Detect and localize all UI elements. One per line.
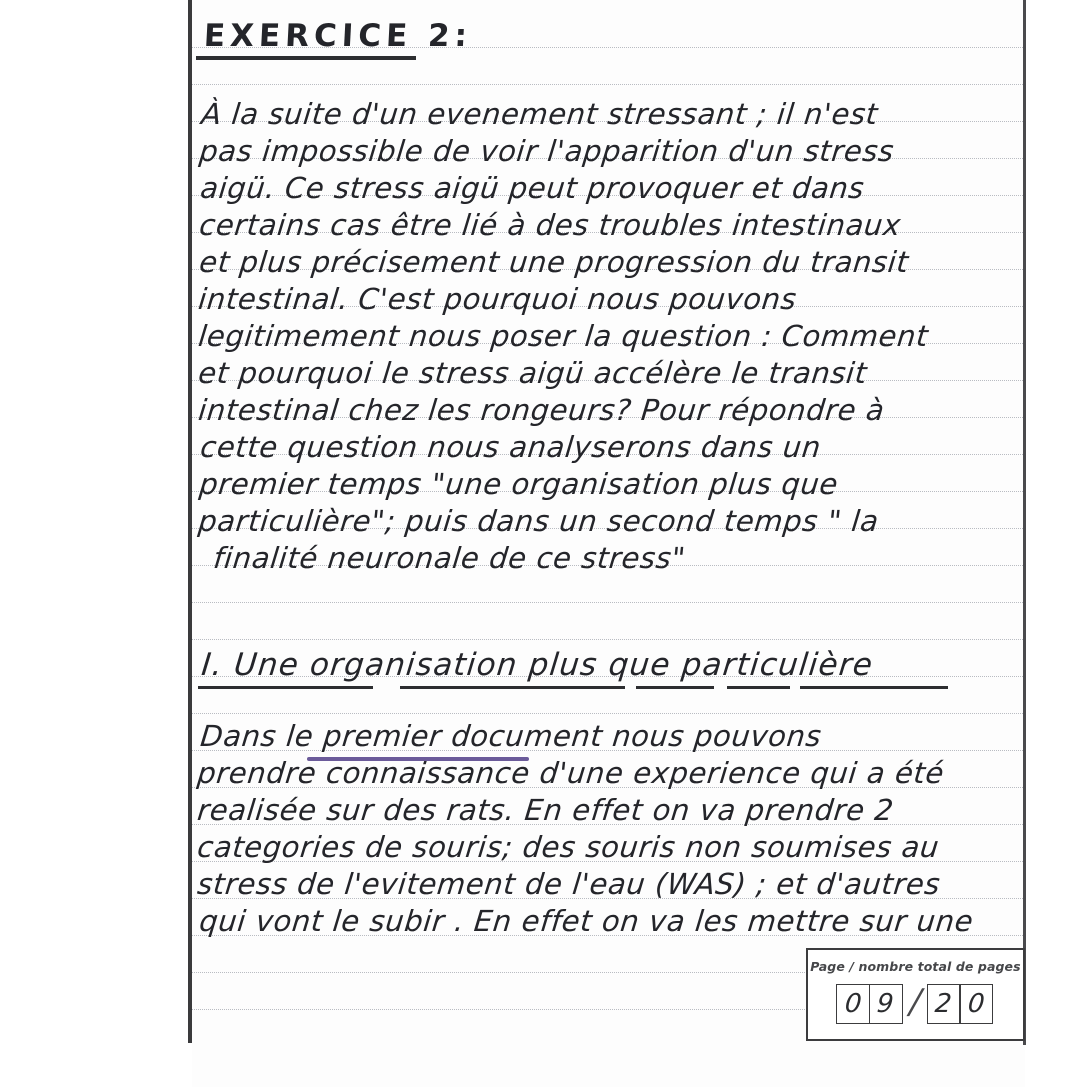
page-number-box: [806, 948, 1025, 1041]
digit-value: 0: [966, 989, 986, 1019]
total-pages-group: [928, 984, 993, 1024]
right-margin-rule: [1023, 0, 1026, 1045]
rule-line: [192, 639, 1025, 640]
section-heading-underline-segment: [636, 686, 714, 689]
handwritten-line: qui vont le subir . En effet on va les mettre sur une: [197, 904, 976, 938]
digit-cell[interactable]: [836, 984, 870, 1024]
handwritten-line: finalité neuronale de ce stress": [211, 541, 688, 575]
section-heading: I. Une organisation plus que particulière: [199, 647, 876, 683]
page-number-label: Page / nombre total de pages: [810, 959, 1021, 974]
handwritten-line: intestinal chez les rongeurs? Pour répondre à: [196, 393, 887, 427]
exercise-title-underline: [196, 56, 416, 60]
handwritten-line: legitimement nous poser la question : Comment: [196, 319, 931, 353]
handwritten-line: et plus précisement une progression du transit: [197, 245, 911, 279]
section-heading-underline-segment: [198, 686, 373, 689]
handwritten-line: À la suite d'un evenement stressant ; il n'est: [199, 97, 880, 131]
section-heading-underline-segment: [400, 686, 625, 689]
section-heading-underline-segment: [727, 686, 790, 689]
handwritten-line: et pourquoi le stress aigü accélère le transit: [196, 356, 869, 390]
handwritten-line: cette question nous analyserons dans un: [198, 430, 823, 464]
page-number-digits: [808, 984, 1023, 1024]
left-margin-rule: [188, 0, 192, 1043]
digit-cell[interactable]: [927, 984, 961, 1024]
rule-line: [192, 713, 1025, 714]
digit-cell[interactable]: [869, 984, 903, 1024]
current-page-group: [838, 984, 903, 1024]
rule-line: [192, 84, 1025, 85]
digit-value: 9: [876, 989, 896, 1019]
rule-line: [192, 602, 1025, 603]
handwritten-line: intestinal. C'est pourquoi nous pouvons: [196, 282, 799, 316]
handwritten-line: particulière"; puis dans un second temps " la: [196, 504, 881, 538]
handwritten-line: Dans le premier document nous pouvons: [198, 719, 824, 753]
exercise-title: EXERCICE 2:: [202, 18, 473, 54]
page-separator: /: [904, 982, 927, 1022]
digit-value: 0: [843, 989, 863, 1019]
section-heading-underline-segment: [800, 686, 948, 689]
digit-value: 2: [934, 989, 954, 1019]
handwritten-line: aigü. Ce stress aigü peut provoquer et dans: [198, 171, 867, 205]
handwritten-line: premier temps "une organisation plus que: [197, 467, 840, 501]
digit-cell[interactable]: [959, 984, 993, 1024]
handwritten-line: realisée sur des rats. En effet on va prendre 2: [195, 793, 896, 827]
handwritten-line: categories de souris; des souris non soumises au: [195, 830, 941, 864]
handwritten-line: certains cas être lié à des troubles intestinaux: [197, 208, 903, 242]
handwritten-line: prendre connaissance d'une experience qui a été: [195, 756, 946, 790]
handwritten-line: pas impossible de voir l'apparition d'un stress: [197, 134, 896, 168]
handwritten-line: stress de l'evitement de l'eau (WAS) ; et d'autres: [195, 867, 943, 901]
